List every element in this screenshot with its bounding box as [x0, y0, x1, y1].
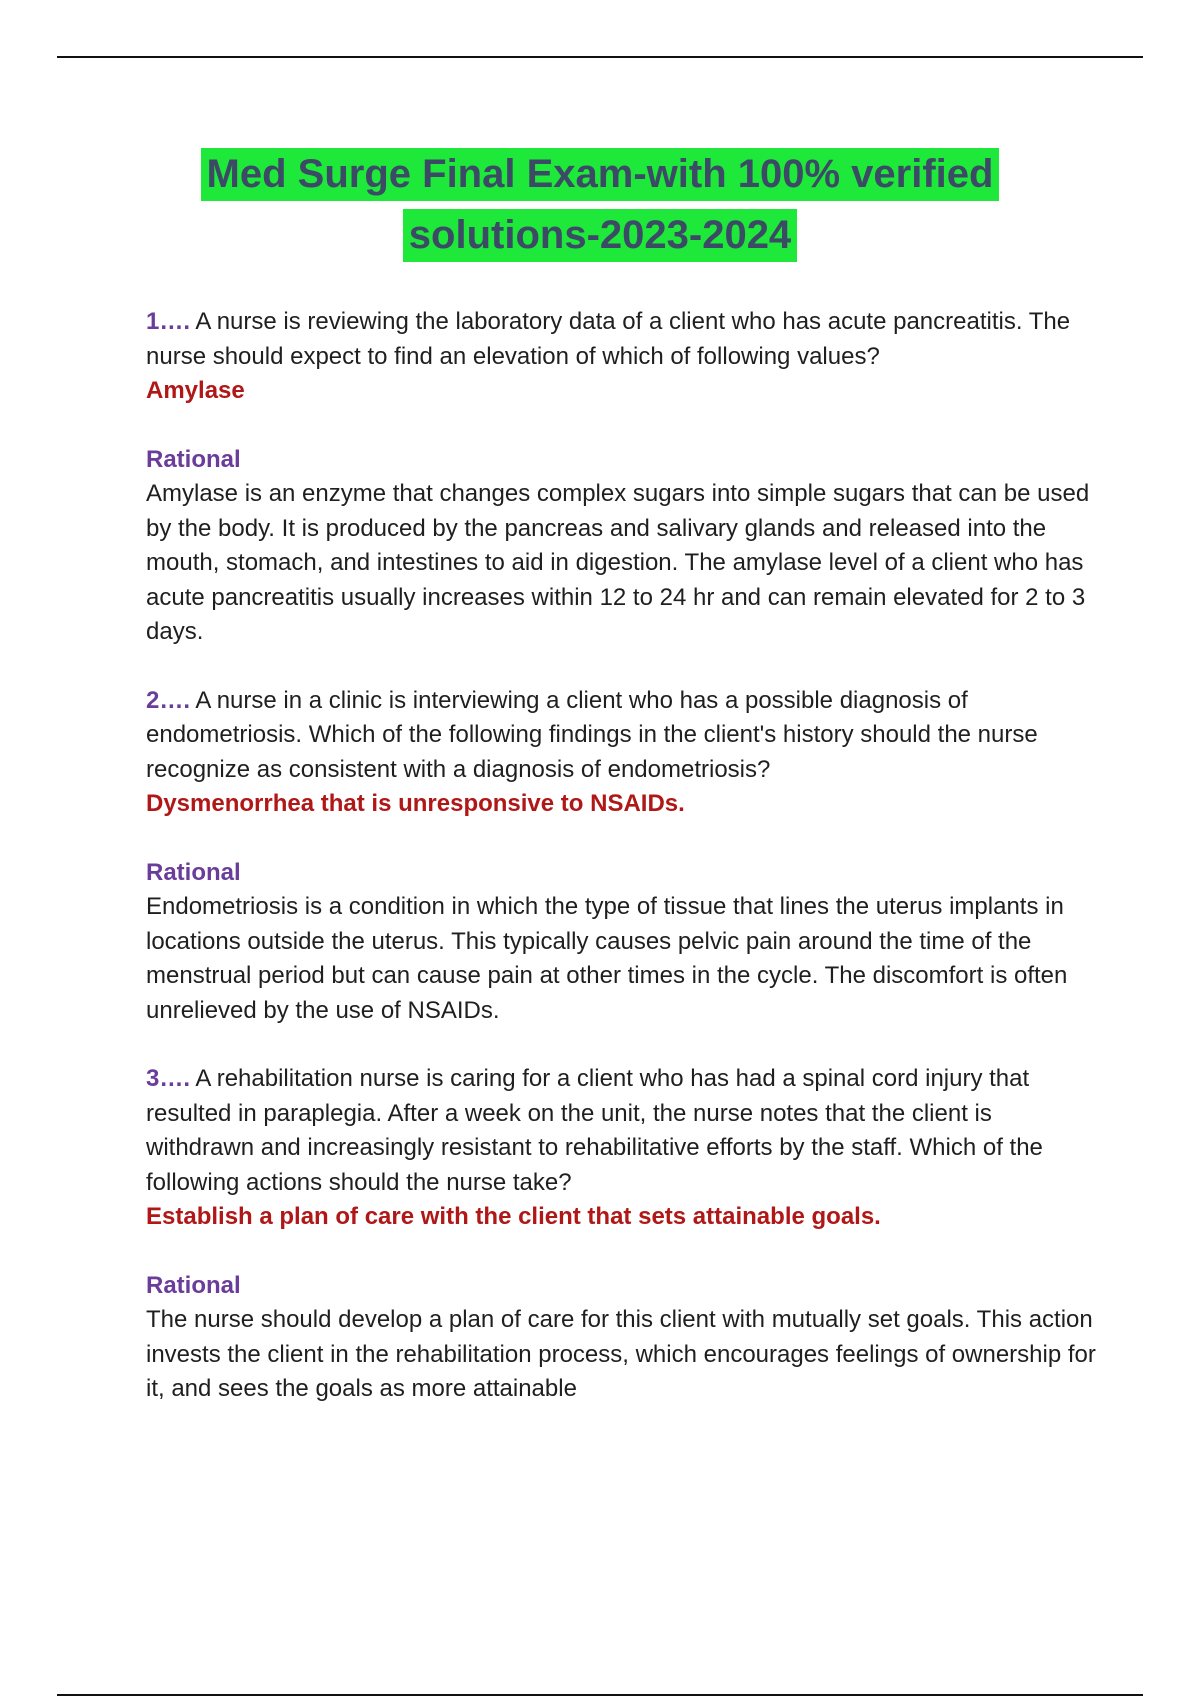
question-block-1: [146, 305, 1096, 650]
title-line-1: Med Surge Final Exam-with 100% verified: [201, 148, 1000, 201]
top-rule: [57, 56, 1143, 58]
answer-3: Establish a plan of care with the client that sets attainable goals.: [146, 1203, 881, 1230]
question-text: A nurse in a clinic is interviewing a client who has a possible diagnosis of endometriosis. Which of the following findings in the client's history should the nurse recognize as consistent with a diagnosis of endometriosis?: [146, 686, 1038, 783]
question-list: [146, 305, 1096, 1441]
bottom-rule: [57, 1694, 1143, 1696]
question-number: 3….: [146, 1065, 191, 1092]
answer-2: Dysmenorrhea that is unresponsive to NSAIDs.: [146, 790, 685, 817]
document-title: [0, 148, 1200, 270]
question-block-2: [146, 684, 1096, 1029]
question-1: [146, 305, 1096, 374]
question-2: [146, 684, 1096, 788]
question-text: A nurse is reviewing the laboratory data of a client who has acute pancreatitis. The nurse should expect to find an elevation of which of following values?: [146, 308, 1071, 370]
title-line-2: solutions-2023-2024: [403, 209, 797, 262]
rationale-heading-2: Rational: [146, 858, 241, 886]
question-block-3: [146, 1062, 1096, 1407]
answer-1: Amylase: [146, 377, 245, 404]
rationale-heading-3: Rational: [146, 1271, 241, 1299]
question-number: 2….: [146, 686, 191, 714]
rationale-text-2: Endometriosis is a condition in which the type of tissue that lines the uterus implants in locations outside the uterus. This typically causes pelvic pain around the time of the menstrual period but can cause pain at other times in the cycle. The discomfort is often unrelieved by the use of NSAIDs.: [146, 893, 1068, 1024]
rationale-text-1: Amylase is an enzyme that changes complex sugars into simple sugars that can be used by the body. It is produced by the pancreas and salivary glands and released into the mouth, stomach, and intestines to aid in digestion. The amylase level of a client who has acute pancreatitis usually increases within 12 to 24 hr and can remain elevated for 2 to 3 days.: [146, 480, 1090, 645]
question-3: [146, 1062, 1096, 1200]
rationale-heading-1: Rational: [146, 445, 241, 473]
question-number: 1….: [146, 308, 191, 335]
rationale-text-3: The nurse should develop a plan of care for this client with mutually set goals. This action invests the client in the rehabilitation process, which encourages feelings of ownership for it, and sees the goals as more attainable: [146, 1306, 1096, 1402]
question-text: A rehabilitation nurse is caring for a client who has had a spinal cord injury that resulted in paraplegia. After a week on the unit, the nurse notes that the client is withdrawn and increasingly resistant to rehabilitative efforts by the staff. Which of the following actions should the nurse take?: [146, 1065, 1043, 1196]
